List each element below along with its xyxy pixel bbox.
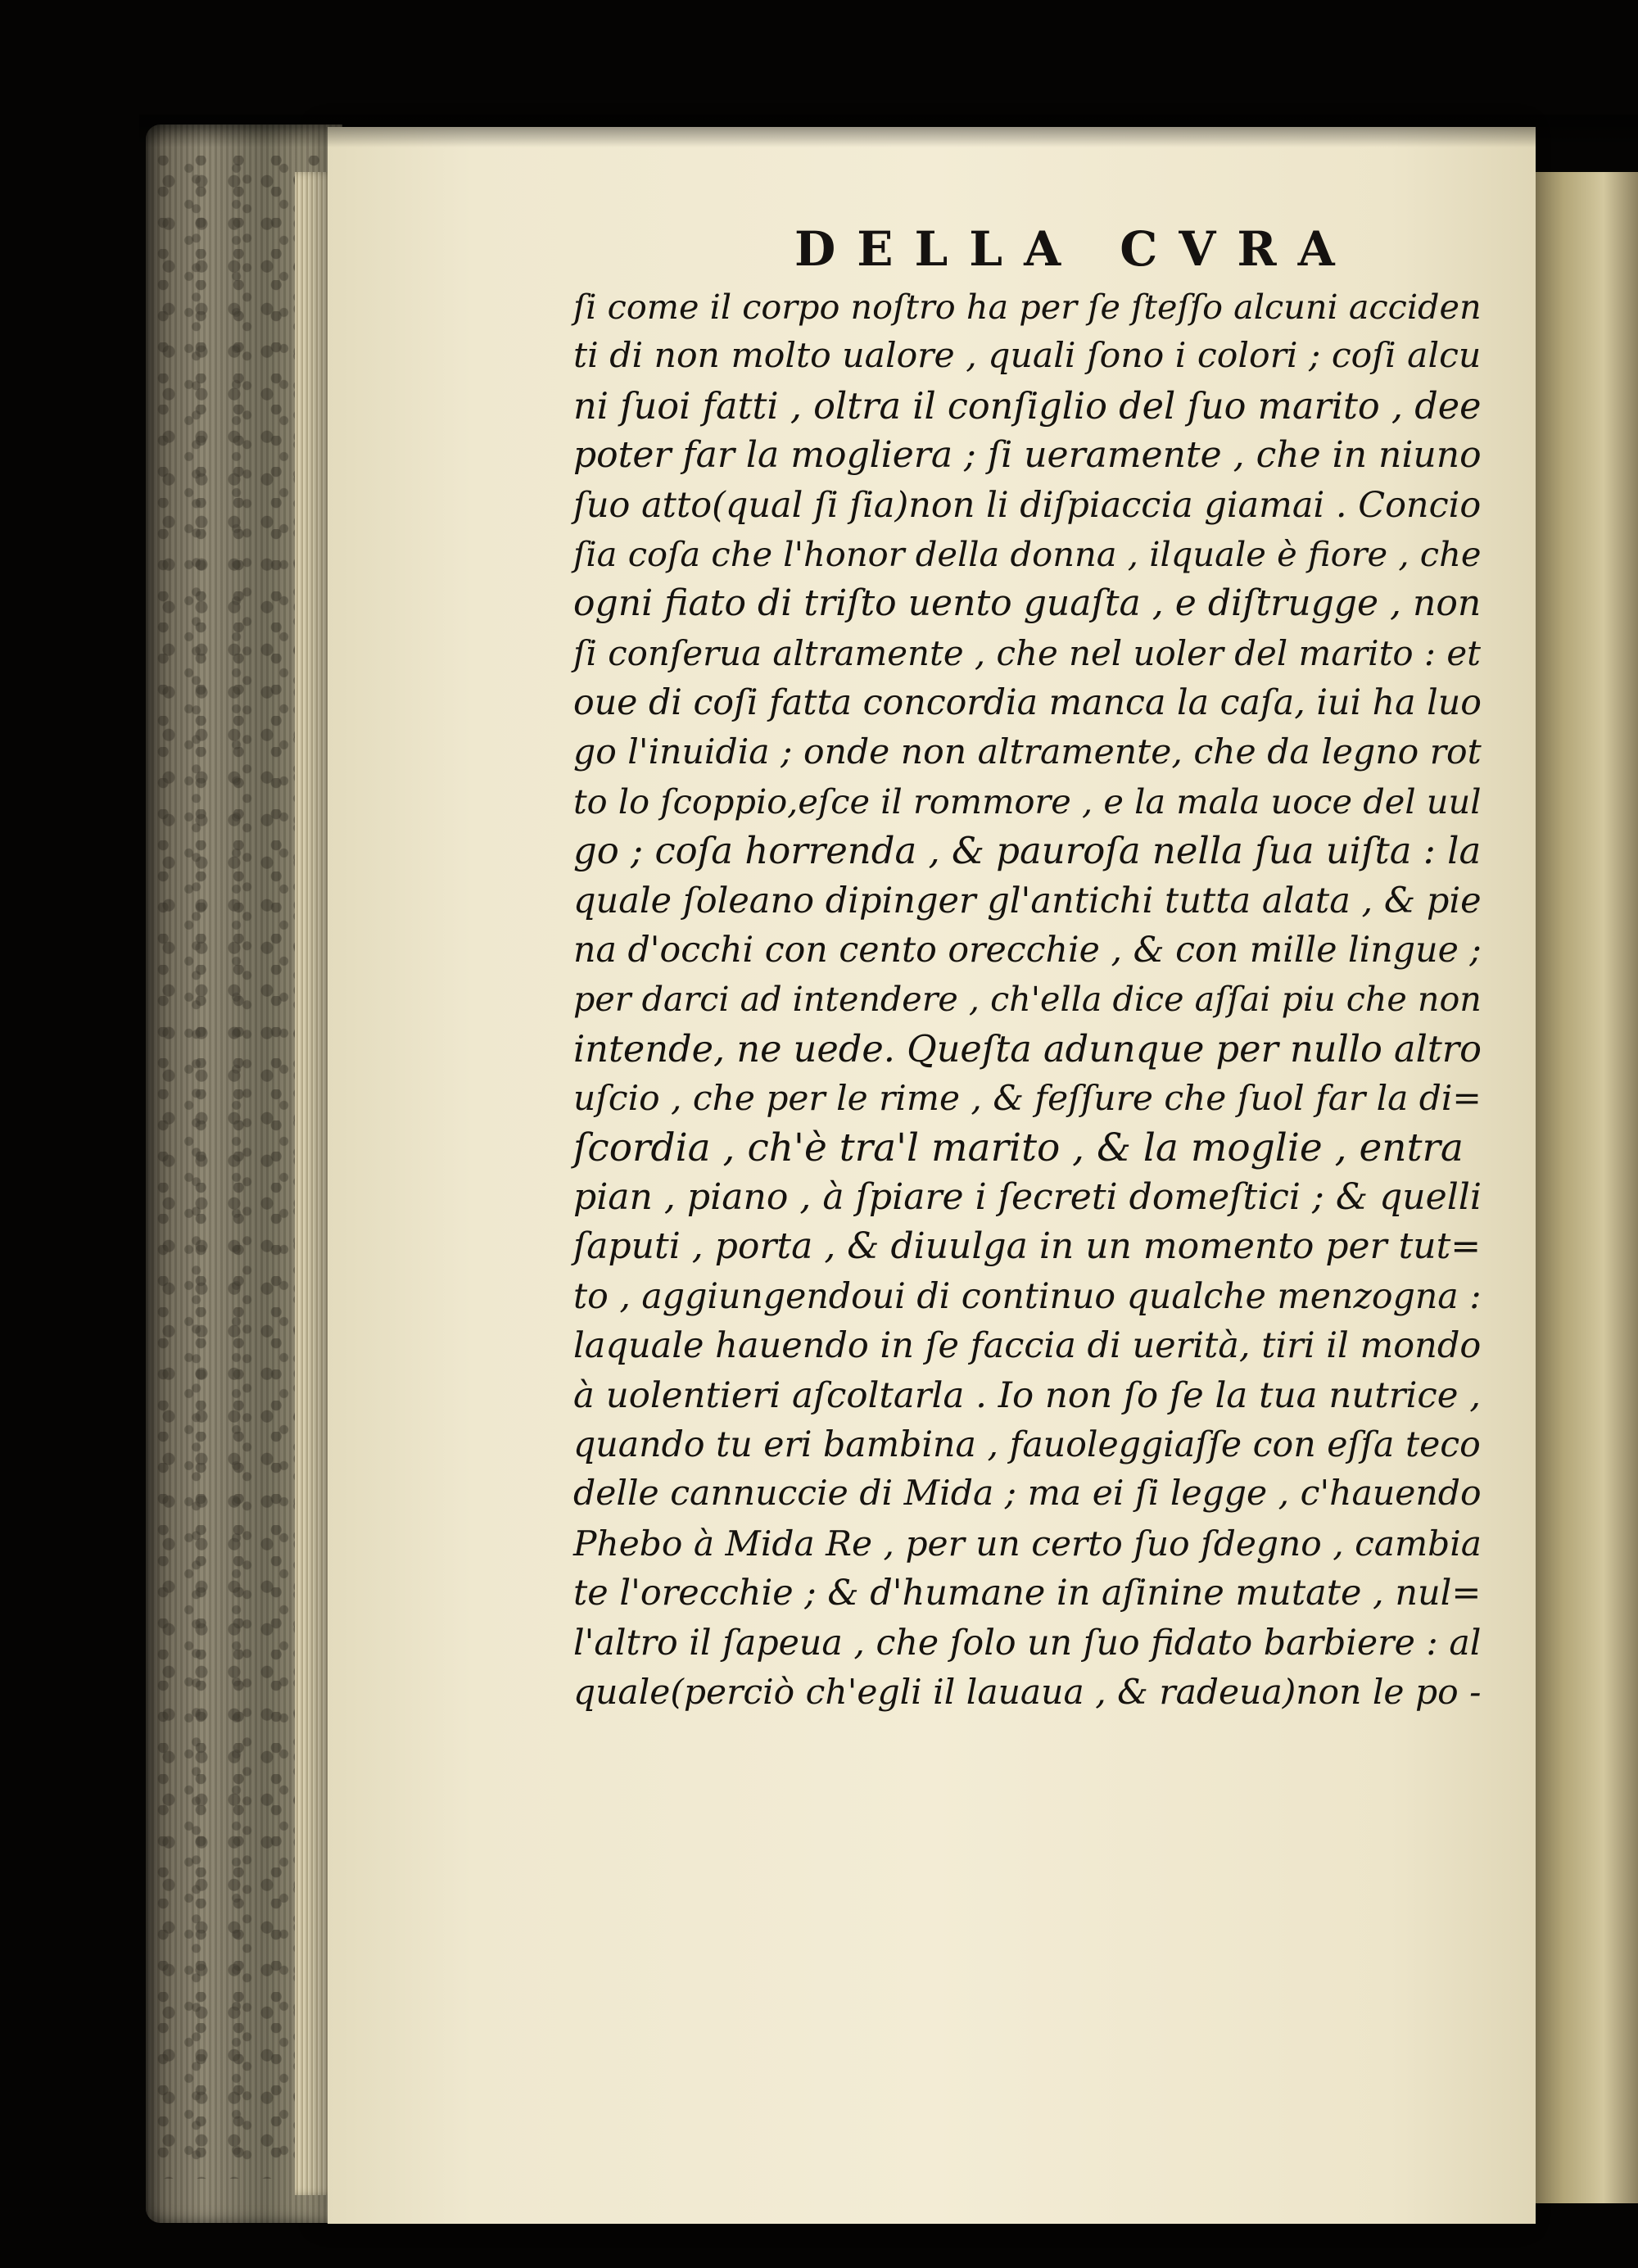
text-line: ſi come il corpo noſtro ha per ſe ſteſſo alcuni acciden [573,287,1482,327]
text-line: ti di non molto ualore , quali ſono i colori ; coſi alcu [573,336,1482,377]
text-line: à uolentieri aſcoltarla . Io non ſo ſe la tua nutrice , [573,1374,1482,1416]
text-line: per darci ad intendere , ch'ella dice aſſai piu che non [573,980,1482,1020]
text-line: ſuo atto(qual ſi ſia)non li diſpiaccia giamai . Concio [573,484,1482,526]
text-line: laquale hauendo in ſe faccia di uerità, tiri il mondo [573,1325,1482,1367]
text-line: quale(perciò ch'egli il lauaua , & radeua)non le po - [573,1671,1482,1712]
text-line: intende, ne uede. Queſta adunque per nullo altro [573,1027,1482,1071]
text-line: ſi conſerua altramente , che nel uoler del marito : et [573,632,1481,673]
text-line: quando tu eri bambina , fauoleggiaſſe con eſſa teco [573,1424,1481,1465]
text-line: te l'orecchie ; & d'humane in aſinine mutate , nul= [573,1573,1482,1614]
text-line: ogni fiato di triſto uento guaſta , e diſtrugge , non [573,582,1482,625]
text-line: na d'occhi con cento orecchie , & con mille lingue ; [573,930,1482,971]
text-line: quale ſoleano dipinger gl'antichi tutta alata , & pie [573,880,1482,921]
text-line: uſcio , che per le rime , & feſſure che ſuol far la di= [573,1078,1482,1119]
text-line: pian , piano , à ſpiare i ſecreti domeſtici ; & quelli [573,1176,1482,1219]
text-line: to , aggiungendoui di continuo qualche menzogna : [573,1275,1482,1317]
text-line: go l'inuidia ; onde non altramente, che da legno rot [573,731,1482,772]
text-line: ſaputi , porta , & diuulga in un momento per tut= [573,1225,1482,1268]
text-line: oue di coſi fatta concordia manca la caſa, iui ha luo [573,682,1482,724]
text-line: ſia coſa che l'honor della donna , ilquale è fiore , che [573,533,1482,574]
text-line: to lo ſcoppio,eſce il rommore , e la mala uoce del uul [573,781,1482,822]
body-text [573,283,1491,1717]
text-line: delle cannuccie di Mida ; ma ei ſi legge , c'hauendo [573,1474,1482,1514]
text-line: Phebo à Mida Re , per un certo ſuo ſdegno , cambia [573,1523,1482,1564]
text-line: poter far la mogliera ; ſi ueramente , che in niuno [573,434,1482,477]
text-line: go ; coſa horrenda , & pauroſa nella ſua uiſta : la [573,829,1482,873]
running-head: DELLA CVRA [794,221,1356,277]
text-line: l'altro il ſapeua , che ſolo un ſuo fidato barbiere : al [573,1622,1482,1664]
text-line: ni ſuoi fatti , oltra il conſiglio del ſuo marito , dee [573,384,1482,428]
top-shadow [139,115,1638,147]
facing-page-gutter [1523,172,1638,2203]
text-line: ſcordia , ch'è tra'l marito , & la moglie , entra [573,1125,1464,1170]
